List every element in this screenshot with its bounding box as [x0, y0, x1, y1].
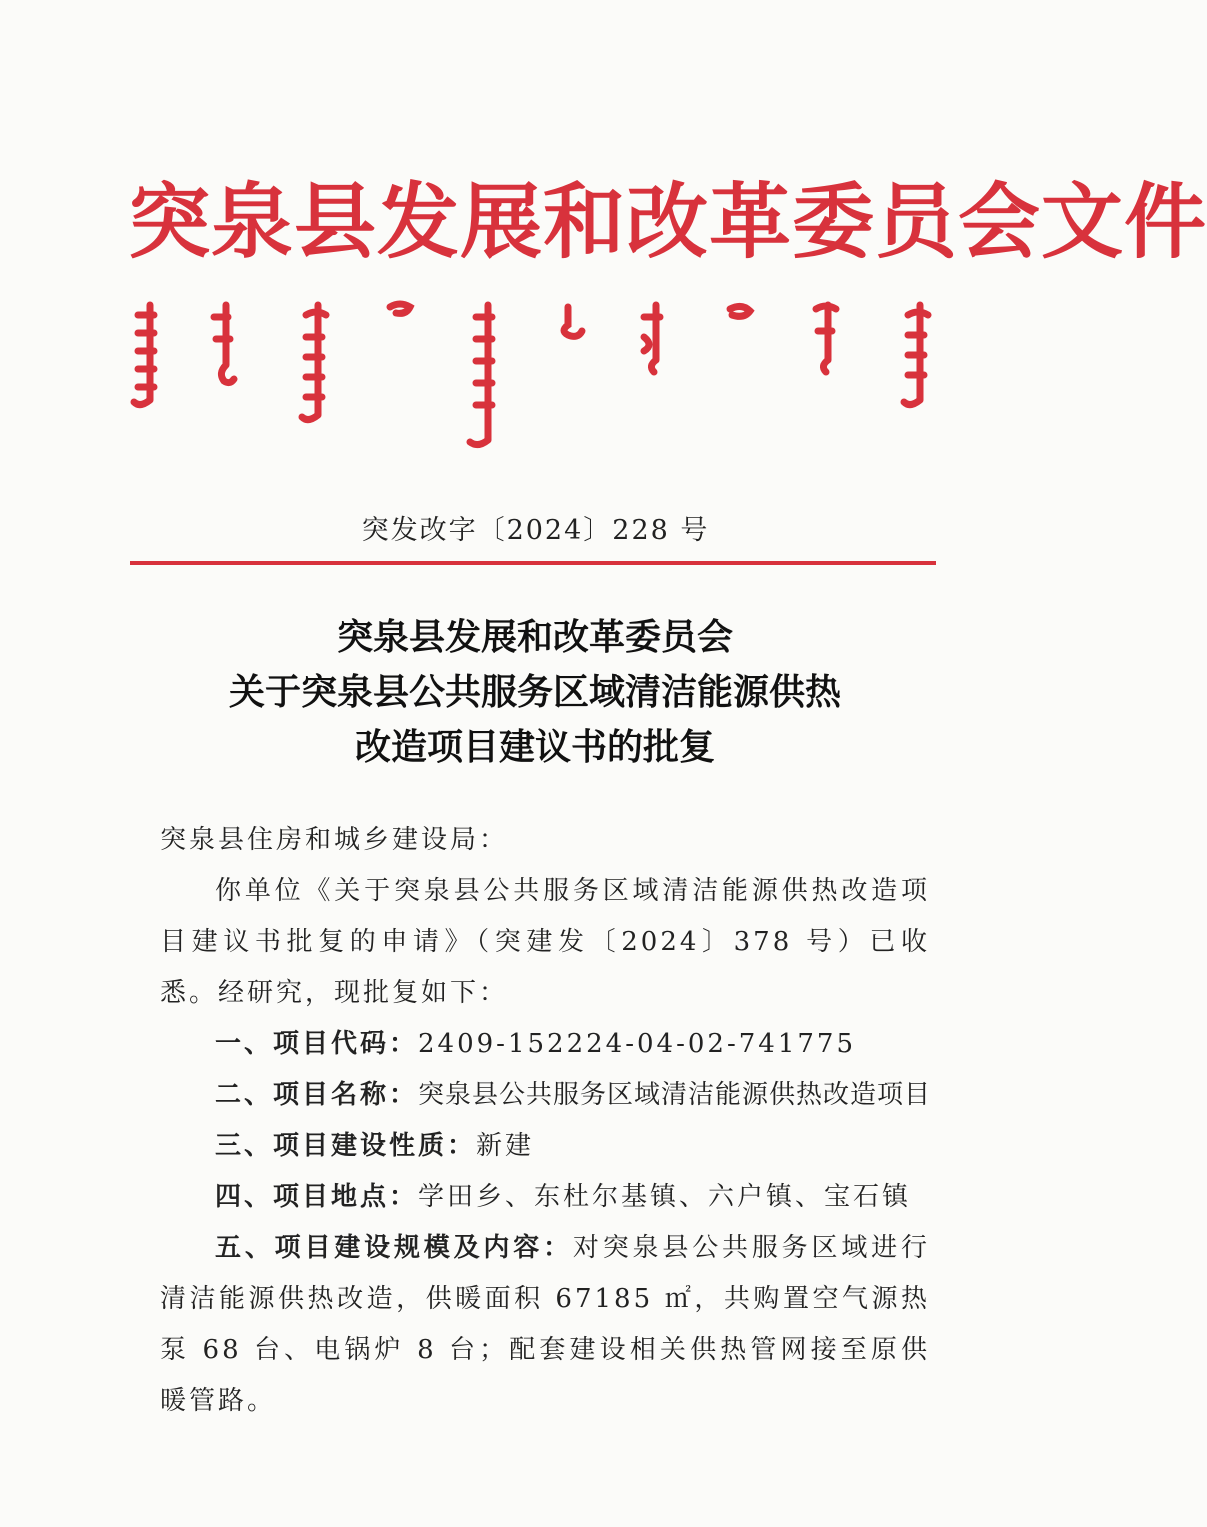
header-divider: [130, 561, 936, 565]
item-value: 2409-152224-04-02-741775: [418, 1029, 856, 1059]
subject-line-1: 突泉县发展和改革委员会: [336, 616, 733, 658]
subject-line-2: 关于突泉县公共服务区域清洁能源供热: [228, 671, 841, 713]
document-number: 突发改字〔2024〕228 号: [361, 515, 710, 546]
item-label: 二、项目名称：: [215, 1080, 419, 1110]
list-item: [160, 1172, 930, 1223]
list-item: [160, 1019, 930, 1070]
list-item: [160, 1223, 930, 1427]
intro-paragraph: 你单位《关于突泉县公共服务区域清洁能源供热改造项目建议书批复的申请》（突建发〔2024〕378 号）已收悉。经研究，现批复如下：: [160, 876, 930, 1008]
subject-line-3: 改造项目建议书的批复: [354, 726, 715, 768]
item-value: 对突泉县公共服务区域进行清洁能源供热改造，供暖面积 67185 ㎡，共购置空气源热泵 68 台、电锅炉 8 台；配套建设相关供热管网接至原供暖管路。: [160, 1233, 930, 1416]
item-value: 新建: [476, 1131, 535, 1161]
item-label: 三、项目建设性质：: [215, 1131, 477, 1161]
item-value: 学田乡、东杜尔基镇、六户镇、宝石镇: [418, 1182, 912, 1212]
item-label: 四、项目地点：: [215, 1182, 419, 1212]
item-label: 一、项目代码：: [215, 1029, 419, 1059]
item-value: 突泉县公共服务区域清洁能源供热改造项目: [418, 1080, 932, 1110]
mongolian-script-title: [128, 295, 943, 460]
document-subject: [130, 610, 940, 775]
addressee: 突泉县住房和城乡建设局：: [160, 825, 509, 855]
list-item: [160, 1070, 930, 1121]
document-body: [160, 815, 930, 1427]
list-item: [160, 1121, 930, 1172]
issuer-title: 突泉县发展和改革委员会文件: [128, 174, 1207, 270]
item-label: 五、项目建设规模及内容：: [215, 1233, 573, 1263]
